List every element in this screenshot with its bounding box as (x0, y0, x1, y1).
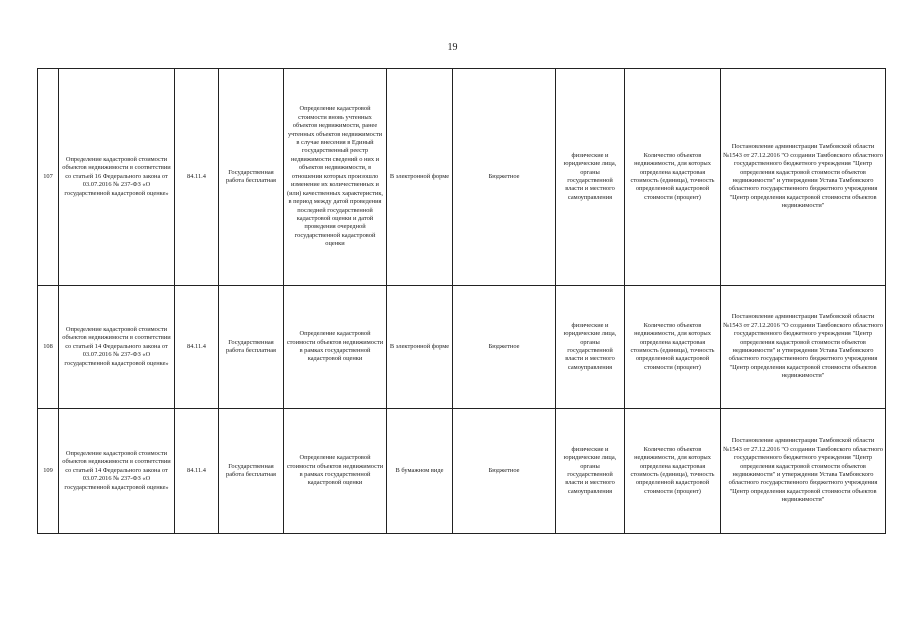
work-type: Государственная работа бесплатная (219, 69, 284, 286)
work-name: Определение кадастровой стоимости объектов недвижимости в соответствии со статьей 14 Федерального закона от 03.07.2016 № 237-ФЗ «О государственной кадастровой оценке» (59, 286, 175, 409)
work-basis: Бюджетное (453, 69, 556, 286)
work-basis: Бюджетное (453, 409, 556, 534)
legal-basis: Постановление администрации Тамбовской области №1543 от 27.12.2016 "О создании Тамбовского областного государственного бюджетного учреждения "Центр определения кадастровой стоимости объектов недвижимости" и утверждении Устава Тамбовского областного государственного бюджетного учреждения "Центр определения кадастровой стоимости объектов недвижимости" (721, 286, 886, 409)
table-row (38, 69, 886, 286)
okved-code: 84.11.4 (175, 69, 219, 286)
row-number: 109 (38, 409, 59, 534)
table-row (38, 409, 886, 534)
okved-code: 84.11.4 (175, 409, 219, 534)
consumers: физические и юридические лица, органы государственной власти и местного самоуправления (556, 69, 625, 286)
page-number: 19 (447, 42, 458, 53)
row-number: 107 (38, 69, 59, 286)
consumers: физические и юридические лица, органы государственной власти и местного самоуправления (556, 409, 625, 534)
work-form: В бумажном виде (387, 409, 453, 534)
okved-code: 84.11.4 (175, 286, 219, 409)
work-content: Определение кадастровой стоимости вновь учтенных объектов недвижимости, ранее учтенных объектов недвижимости в случае внесения в Единый государственный реестр недвижимости сведений о них и объектов недвижимости, в отношении которых произошло изменение их количественных и (или) качественных характеристик, в период между датой проведения последней государственной кадастровой оценки и датой проведения очередной государственной кадастровой оценки (284, 69, 387, 286)
table-row (38, 286, 886, 409)
work-type: Государственная работа бесплатная (219, 409, 284, 534)
legal-basis: Постановление администрации Тамбовской области №1543 от 27.12.2016 "О создании Тамбовского областного государственного бюджетного учреждения "Центр определения кадастровой стоимости объектов недвижимости" и утверждении Устава Тамбовского областного государственного бюджетного учреждения "Центр определения кадастровой стоимости объектов недвижимости" (721, 69, 886, 286)
row-number: 108 (38, 286, 59, 409)
work-form: В электронной форме (387, 286, 453, 409)
indicators: Количество объектов недвижимости, для которых определена кадастровая стоимость (единица), точность определенной кадастровой стоимости (процент) (625, 409, 721, 534)
registry-table (37, 68, 886, 534)
consumers: физические и юридические лица, органы государственной власти и местного самоуправления (556, 286, 625, 409)
work-basis: Бюджетное (453, 286, 556, 409)
work-type: Государственная работа бесплатная (219, 286, 284, 409)
work-content: Определение кадастровой стоимости объектов недвижимости в рамках государственной кадастровой оценки (284, 286, 387, 409)
indicators: Количество объектов недвижимости, для которых определена кадастровая стоимость (единица), точность определенной кадастровой стоимости (процент) (625, 286, 721, 409)
work-form: В электронной форме (387, 69, 453, 286)
work-content: Определение кадастровой стоимости объектов недвижимости в рамках государственной кадастровой оценки (284, 409, 387, 534)
indicators: Количество объектов недвижимости, для которых определена кадастровая стоимость (единица), точность определенной кадастровой стоимости (процент) (625, 69, 721, 286)
work-name: Определение кадастровой стоимости объектов недвижимости в соответствии со статьей 16 Федерального закона от 03.07.2016 № 237-ФЗ «О государственной кадастровой оценке» (59, 69, 175, 286)
legal-basis: Постановление администрации Тамбовской области №1543 от 27.12.2016 "О создании Тамбовского областного государственного бюджетного учреждения "Центр определения кадастровой стоимости объектов недвижимости" и утверждении Устава Тамбовского областного государственного бюджетного учреждения "Центр определения кадастровой стоимости объектов недвижимости" (721, 409, 886, 534)
work-name: Определение кадастровой стоимости объектов недвижимости в соответствии со статьей 14 Федерального закона от 03.07.2016 № 237-ФЗ «О государственной кадастровой оценке» (59, 409, 175, 534)
